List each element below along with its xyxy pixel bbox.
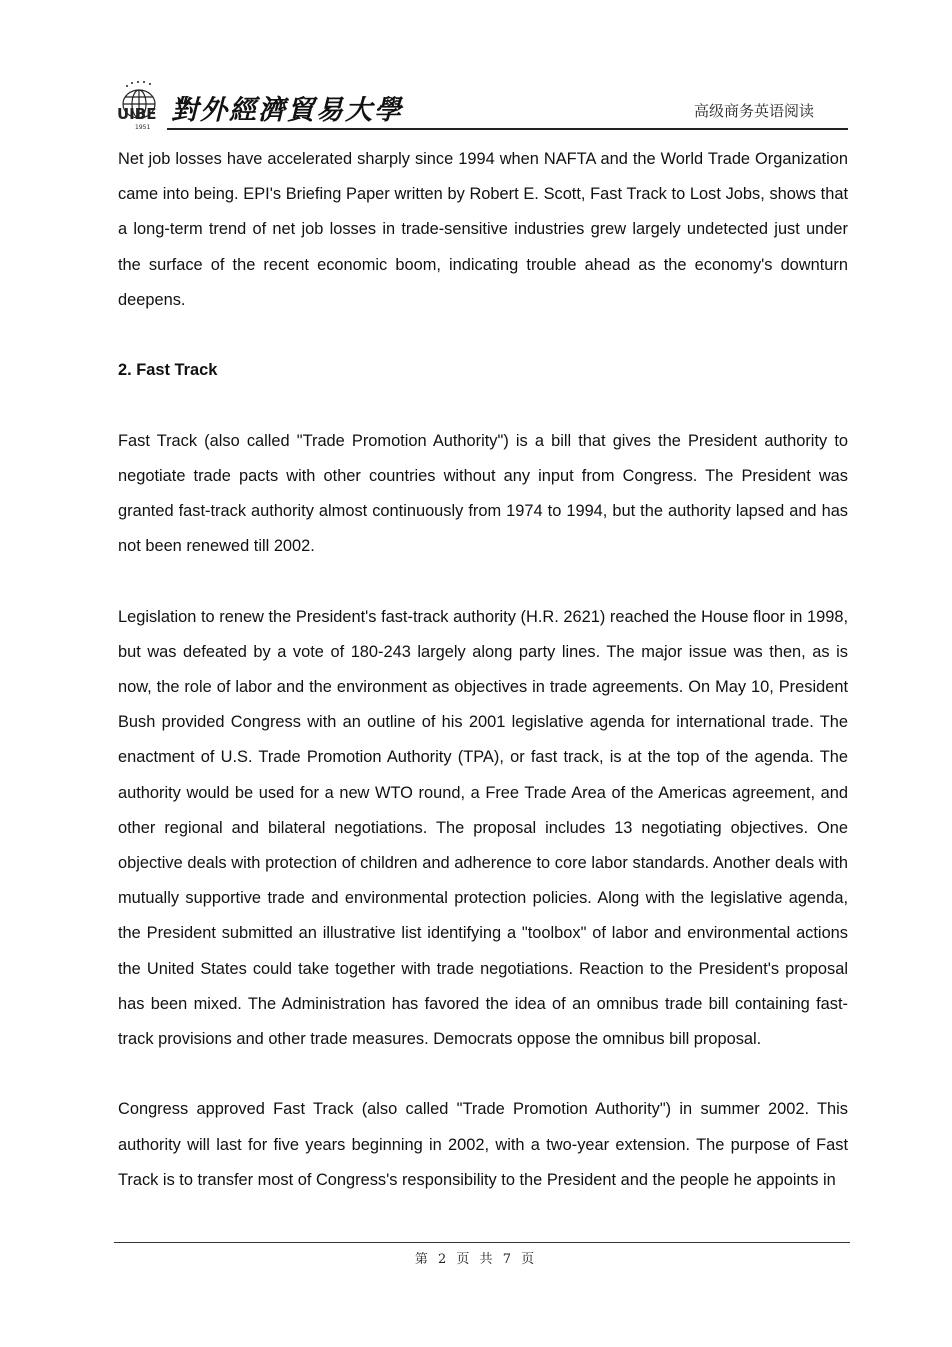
- section-heading: 2. Fast Track: [118, 361, 218, 380]
- document-body: [118, 142, 848, 1233]
- header-rule: [167, 128, 848, 130]
- course-title: 高级商务英语阅读: [693, 102, 814, 120]
- footer-rule: [114, 1242, 850, 1243]
- page-header: [113, 78, 848, 130]
- paragraph-3: Legislation to renew the President's fast-track authority (H.R. 2621) reached the House floor in 1998, but was defeated by a vote of 180-243 largely along party lines. The major issue was then, as is now, the role of labor and the environment as objectives in trade agreements. On May 10, President Bush provided Congress with an outline of his 2001 legislative agenda for international trade. The enactment of U.S. Trade Promotion Authority (TPA), or fast track, is at the top of the agenda. The authority would be used for a new WTO round, a Free Trade Area of the Americas agreement, and other regional and bilateral negotiations. The proposal includes 13 negotiating objectives. One objective deals with protection of children and adherence to core labor standards. Another deals with mutually supportive trade and environmental protection policies. Along with the legislative agenda, the President submitted an illustrative list identifying a "toolbox" of labor and environmental actions the United States could take together with trade negotiations. Reaction to the President's proposal has been mixed. The Administration has favored the idea of an omnibus trade bill containing fast-track provisions and other trade measures. Democrats oppose the omnibus bill proposal.: [118, 607, 848, 1049]
- university-name: 對外經濟貿易大學: [171, 95, 403, 126]
- svg-text:1951: 1951: [135, 124, 151, 130]
- paragraph-2: Fast Track (also called "Trade Promotion Authority") is a bill that gives the President authority to negotiate trade pacts with other countries without any input from Congress. The President was granted fast-track authority almost continuously from 1974 to 1994, but the authority lapsed and has not been renewed till 2002.: [118, 431, 848, 556]
- svg-text:UIBE: UIBE: [117, 105, 157, 123]
- paragraph-4: Congress approved Fast Track (also called "Trade Promotion Authority") in summer 2002. This authority will last for five years beginning in 2002, with a two-year extension. The purpose of Fast Track is to transfer most of Congress's responsibility to the President and the people he appoints in: [118, 1100, 848, 1189]
- paragraph-1: Net job losses have accelerated sharply since 1994 when NAFTA and the World Trade Organization came into being. EPI's Briefing Paper written by Robert E. Scott, Fast Track to Lost Jobs, shows that a long-term trend of net job losses in trade-sensitive industries grew largely undetected just under the surface of the recent economic boom, indicating trouble ahead as the economy's downturn deepens.: [118, 150, 848, 309]
- page-number: 第 2 页 共 7 页: [414, 1252, 538, 1267]
- university-logo: [115, 80, 165, 130]
